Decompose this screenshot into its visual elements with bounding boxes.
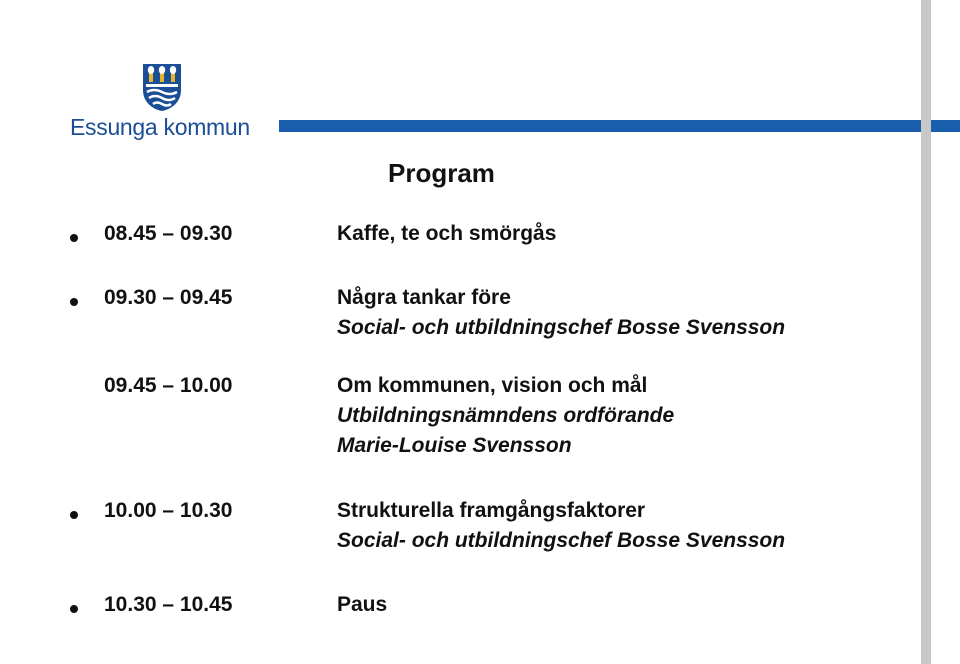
bullet-icon (70, 605, 78, 613)
header-bar (279, 120, 960, 132)
agenda-time: 09.30 – 09.45 (104, 286, 233, 309)
bullet-icon (70, 511, 78, 519)
page-title: Program (388, 158, 495, 188)
agenda-topic: Strukturella framgångsfaktorer (337, 499, 646, 522)
agenda-time: 10.00 – 10.30 (104, 499, 233, 522)
agenda-topic: Paus (337, 593, 388, 616)
agenda-time: 08.45 – 09.30 (104, 222, 233, 245)
agenda-topic: Om kommunen, vision och mål (337, 374, 648, 397)
agenda-topic: Några tankar före (337, 286, 511, 309)
crest-icon (141, 62, 183, 112)
agenda-speaker-role: Utbildningsnämndens ordförande (337, 404, 675, 427)
bullet-icon (70, 234, 78, 242)
essunga-logo (70, 62, 260, 142)
side-bar (921, 0, 931, 664)
agenda-speaker: Social- och utbildningschef Bosse Svensson (337, 316, 786, 339)
agenda-speaker: Marie-Louise Svensson (337, 434, 572, 457)
logo-wordmark: Essunga kommun (70, 114, 250, 140)
agenda-speaker: Social- och utbildningschef Bosse Svensson (337, 529, 786, 552)
agenda-time: 09.45 – 10.00 (104, 374, 233, 397)
agenda-topic: Kaffe, te och smörgås (337, 222, 557, 245)
agenda-time: 10.30 – 10.45 (104, 593, 233, 616)
bullet-icon (70, 298, 78, 306)
